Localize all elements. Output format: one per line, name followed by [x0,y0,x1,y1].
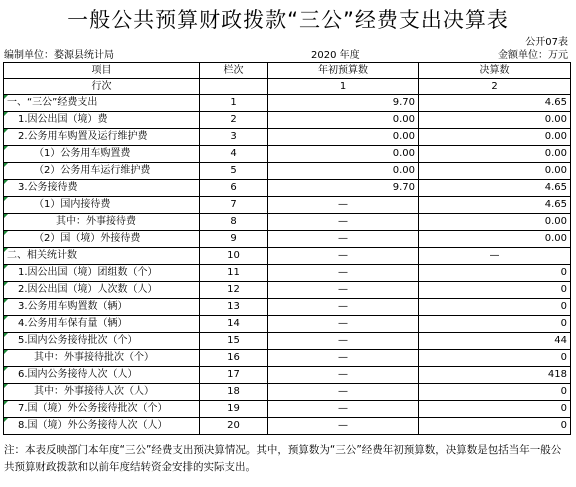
row-final: 0 [419,350,571,367]
row-item: 其中：外事接待人次（人） [4,384,200,401]
row-budget: — [268,316,419,333]
row-item: （2）国（境）外接待费 [4,231,200,248]
row-final: 0 [419,316,571,333]
row-col-no: 12 [200,282,268,299]
table-row [4,401,571,418]
table-row [4,146,571,163]
row-budget: — [268,282,419,299]
row-item: 4.公务用车保有量（辆） [4,316,200,333]
meta-row [4,46,570,60]
header-final: 决算数 [419,63,571,79]
row-final: 0 [419,282,571,299]
index-row [4,79,571,95]
row-col-no: 4 [200,146,268,163]
row-final: 0 [419,299,571,316]
header-budget: 年初预算数 [268,63,419,79]
row-budget: — [268,350,419,367]
row-final: — [419,248,571,265]
row-budget: 9.70 [268,180,419,197]
header-item: 项目 [4,63,200,79]
row-budget: 0.00 [268,163,419,180]
table-row [4,350,571,367]
index-col-blank [200,79,268,95]
table-row [4,214,571,231]
row-col-no: 6 [200,180,268,197]
row-col-no: 3 [200,129,268,146]
row-final: 0.00 [419,112,571,129]
row-item: 其中：外事接待批次（个） [4,350,200,367]
row-col-no: 1 [200,95,268,112]
row-final: 0.00 [419,146,571,163]
table-row [4,129,571,146]
row-col-no: 17 [200,367,268,384]
row-budget: — [268,367,419,384]
row-budget: — [268,333,419,350]
expense-table [3,62,571,435]
footnote: 注：本表反映部门本年度“三公”经费支出预决算情况。其中，预算数为“三公”经费年初预算数，决算数是包括当年一般公共预算财政拨款和以前年度结转资金安排的实际支出。 [4,444,562,473]
row-item: 2.公务用车购置及运行维护费 [4,129,200,146]
table-row [4,418,571,435]
row-col-no: 16 [200,350,268,367]
row-col-no: 19 [200,401,268,418]
row-budget: 9.70 [268,95,419,112]
row-col-no: 15 [200,333,268,350]
row-col-no: 10 [200,248,268,265]
row-budget: — [268,418,419,435]
row-final: 0 [419,265,571,282]
row-item: 3.公务用车购置数（辆） [4,299,200,316]
row-item: 6.国内公务接待人次（人） [4,367,200,384]
row-final: 418 [419,367,571,384]
row-final: 0.00 [419,231,571,248]
row-budget: — [268,384,419,401]
row-budget: — [268,299,419,316]
row-budget: — [268,401,419,418]
row-budget: — [268,214,419,231]
row-col-no: 14 [200,316,268,333]
final-index: 2 [419,79,571,95]
row-final: 4.65 [419,197,571,214]
row-item: （2）公务用车运行维护费 [4,163,200,180]
table-row [4,163,571,180]
row-final: 0 [419,384,571,401]
header-row [4,63,571,79]
row-item: 一、“三公”经费支出 [4,95,200,112]
table-row [4,333,571,350]
row-item: 5.国内公务接待批次（个） [4,333,200,350]
row-col-no: 18 [200,384,268,401]
row-item: 7.国（境）外公务接待批次（个） [4,401,200,418]
row-final: 0.00 [419,214,571,231]
row-final: 0 [419,418,571,435]
row-budget: — [268,248,419,265]
row-budget: 0.00 [268,112,419,129]
table-row [4,95,571,112]
row-budget: — [268,265,419,282]
budget-index: 1 [268,79,419,95]
row-budget: — [268,197,419,214]
row-final: 44 [419,333,571,350]
row-item: 其中：外事接待费 [4,214,200,231]
table-row [4,180,571,197]
table-row [4,316,571,333]
row-final: 4.65 [419,180,571,197]
row-item: 8.国（境）外公务接待人次（人） [4,418,200,435]
row-budget: 0.00 [268,129,419,146]
row-item: 2.因公出国（境）人次数（人） [4,282,200,299]
row-final: 0.00 [419,163,571,180]
row-item: 1.因公出国（境）团组数（个） [4,265,200,282]
row-item: （1）公务用车购置费 [4,146,200,163]
row-label: 行次 [4,79,200,95]
row-col-no: 5 [200,163,268,180]
compiling-unit: 编制单位：婺源县统计局 [4,50,114,61]
fiscal-year: 2020 年度 [311,50,360,61]
row-col-no: 11 [200,265,268,282]
row-item: 3.公务接待费 [4,180,200,197]
table-row [4,384,571,401]
table-row [4,299,571,316]
row-col-no: 8 [200,214,268,231]
table-row [4,248,571,265]
row-budget: — [268,231,419,248]
table-row [4,231,571,248]
row-col-no: 20 [200,418,268,435]
row-final: 4.65 [419,95,571,112]
row-final: 0.00 [419,129,571,146]
table-row [4,197,571,214]
table-row [4,112,571,129]
page-title: 一般公共预算财政拨款“三公”经费支出决算表 [67,8,509,32]
row-col-no: 7 [200,197,268,214]
row-item: 二、相关统计数 [4,248,200,265]
form-number: 公开07表 [525,37,568,48]
row-col-no: 9 [200,231,268,248]
row-col-no: 2 [200,112,268,129]
money-unit: 金额单位：万元 [498,50,568,61]
row-budget: 0.00 [268,146,419,163]
header-col: 栏次 [200,63,268,79]
row-final: 0 [419,401,571,418]
row-item: （1）国内接待费 [4,197,200,214]
row-col-no: 13 [200,299,268,316]
row-item: 1.因公出国（境）费 [4,112,200,129]
table-row [4,282,571,299]
table-row [4,367,571,384]
table-row [4,265,571,282]
